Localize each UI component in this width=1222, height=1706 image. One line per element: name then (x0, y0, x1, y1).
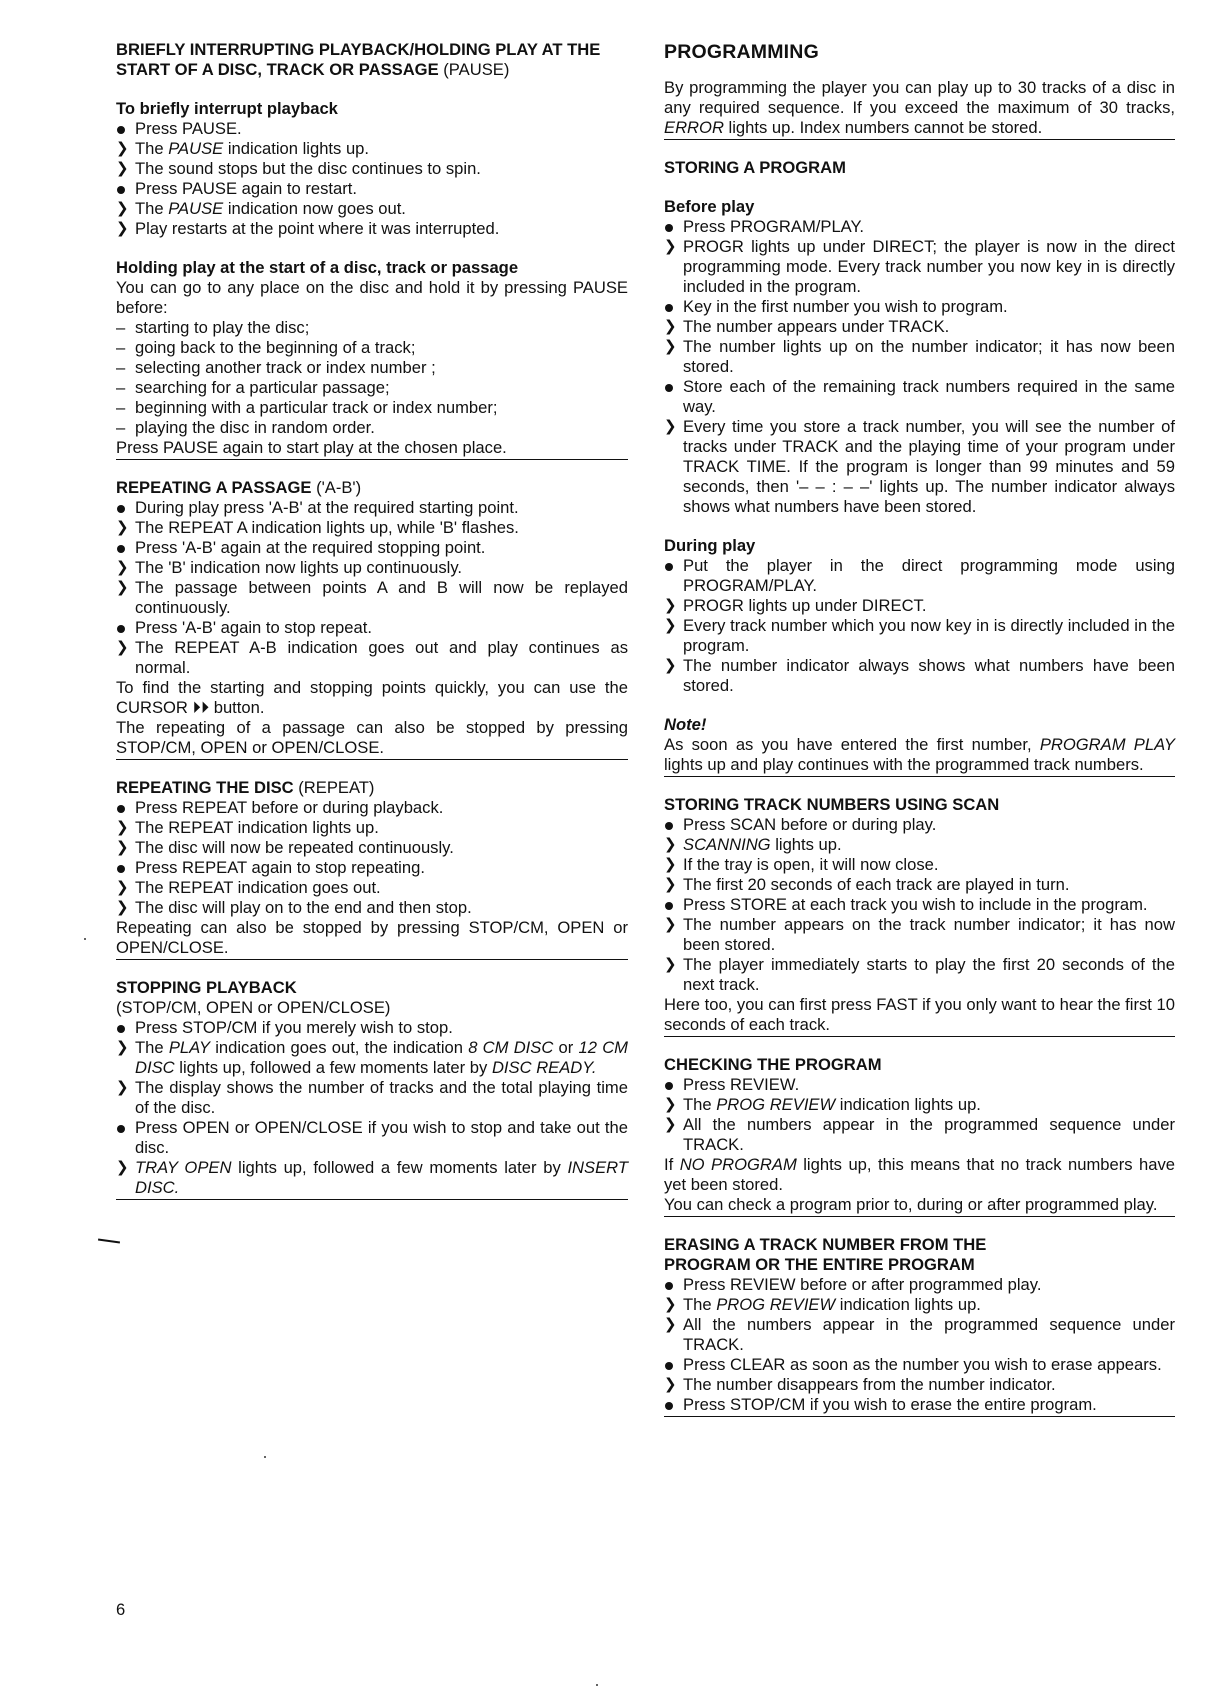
section-storing (664, 158, 1175, 777)
section-repeat-disc (116, 778, 628, 960)
section-title: BRIEFLY INTERRUPTING PLAYBACK/HOLDING PLAY AT THE START OF A DISC, TRACK OR PASSAGE (PAUSE) (116, 40, 601, 79)
bullet-icon (665, 822, 673, 830)
list-item: ❯ TRAY OPEN lights up, followed a few moments later by INSERT DISC. (116, 1158, 628, 1200)
section-pause (116, 40, 628, 460)
list-item: Press OPEN or OPEN/CLOSE if you wish to stop and take out the disc. (116, 1118, 628, 1158)
bullet-icon (117, 1025, 125, 1033)
list-item: ❯ The sound stops but the disc continues to spin. (116, 159, 481, 178)
list-item: ❯ Every time you store a track number, you will see the number of tracks under TRACK and the playing time of your program under TRACK TIME. If the program is longer than 99 minutes and 59 seconds, then '– – : – –' lights up. The number indicator always shows what numbers have been stored. (664, 417, 1175, 516)
paragraph: Press PAUSE again to start play at the chosen place. (116, 438, 628, 460)
list-item: ❯ The disc will now be repeated continuously. (116, 838, 454, 857)
list-item: Press PROGRAM/PLAY. (664, 217, 1175, 237)
scan-speck (84, 938, 86, 940)
list-item: ❯ The REPEAT indication goes out. (116, 878, 381, 897)
bullet-icon (665, 563, 673, 571)
list-item: – selecting another track or index number ; (116, 358, 436, 377)
section-title: STORING A PROGRAM (664, 158, 846, 177)
list-item: ❯ The number lights up on the number indicator; it has now been stored. (664, 337, 1175, 376)
arrow-icon: ❯ (116, 519, 129, 536)
subheading: To briefly interrupt playback (116, 99, 338, 118)
bullet-icon (665, 384, 673, 392)
list-item: ❯ The display shows the number of tracks and the total playing time of the disc. (116, 1078, 628, 1117)
section-title: CHECKING THE PROGRAM (664, 1055, 882, 1074)
arrow-icon: ❯ (664, 1096, 677, 1113)
list-item: ❯ All the numbers appear in the programmed sequence under TRACK. (664, 1115, 1175, 1154)
bullet-icon (117, 625, 125, 633)
list-item: – playing the disc in random order. (116, 418, 375, 437)
scan-speck (264, 1456, 266, 1458)
arrow-icon: ❯ (664, 617, 677, 634)
list-item: Press REVIEW before or after programmed play. (664, 1275, 1175, 1295)
list-item: Press PAUSE again to restart. (116, 179, 628, 199)
list-item: Press REPEAT before or during playback. (116, 798, 628, 818)
list-item: Press REPEAT again to stop repeating. (116, 858, 628, 878)
section-erasing (664, 1235, 1175, 1417)
list-item: – going back to the beginning of a track; (116, 338, 416, 357)
page-title: PROGRAMMING (664, 41, 819, 63)
list-item: ❯ The PROG REVIEW indication lights up. (664, 1295, 981, 1314)
bullet-icon (117, 505, 125, 513)
list-item: Press STOP/CM if you merely wish to stop. (116, 1018, 628, 1038)
list-item: Press 'A-B' again at the required stopping point. (116, 538, 628, 558)
list-item: Store each of the remaining track numbers required in the same way. (664, 377, 1175, 417)
arrow-icon: ❯ (664, 1376, 677, 1393)
paragraph: If NO PROGRAM lights up, this means that no track numbers have yet been stored. (664, 1155, 1175, 1194)
list-item: ❯ All the numbers appear in the programmed sequence under TRACK. (664, 1315, 1175, 1354)
subheading: During play (664, 536, 756, 555)
arrow-icon: ❯ (116, 1039, 129, 1056)
list-item: – beginning with a particular track or index number; (116, 398, 498, 417)
list-item: ❯ The PLAY indication goes out, the indication 8 CM DISC or 12 CM DISC lights up, followed a few moments later by DISC READY. (116, 1038, 629, 1077)
arrow-icon: ❯ (116, 639, 129, 656)
arrow-icon: ❯ (116, 559, 129, 576)
list-item: ❯ The first 20 seconds of each track are played in turn. (664, 875, 1070, 894)
arrow-icon: ❯ (116, 200, 129, 217)
list-item: ❯ The REPEAT indication lights up. (116, 818, 379, 837)
arrow-icon: ❯ (116, 1159, 129, 1176)
list-item: ❯ If the tray is open, it will now close. (664, 855, 939, 874)
list-item: ❯ The PAUSE indication lights up. (116, 139, 370, 158)
page-number: 6 (116, 1600, 126, 1619)
list-item: ❯ Play restarts at the point where it was interrupted. (116, 219, 500, 238)
arrow-icon: ❯ (664, 916, 677, 933)
bullet-icon (665, 902, 673, 910)
list-item: ❯ The 'B' indication now lights up continuously. (116, 558, 463, 577)
left-column (116, 40, 628, 1200)
arrow-icon: ❯ (116, 899, 129, 916)
section-stopping (116, 978, 628, 1200)
section-title: STORING TRACK NUMBERS USING SCAN (664, 795, 1000, 814)
list-item: ❯ PROGR lights up under DIRECT. (664, 596, 927, 615)
arrow-icon: ❯ (664, 956, 677, 973)
bullet-icon (117, 865, 125, 873)
section-title: ERASING A TRACK NUMBER FROM THE (664, 1235, 987, 1254)
paragraph: Here too, you can first press FAST if you only want to hear the first 10 seconds of each track. (664, 995, 1175, 1037)
list-item: Key in the first number you wish to program. (664, 297, 1175, 317)
arrow-icon: ❯ (664, 876, 677, 893)
arrow-icon: ❯ (664, 836, 677, 853)
list-item: ❯ The number disappears from the number indicator. (664, 1375, 1056, 1394)
section-repeat-passage (116, 478, 628, 760)
bullet-icon (117, 126, 125, 134)
list-item: Press REVIEW. (664, 1075, 1175, 1095)
arrow-icon: ❯ (116, 220, 129, 237)
bullet-icon (117, 1125, 125, 1133)
paragraph: You can check a program prior to, during or after programmed play. (664, 1195, 1175, 1217)
arrow-icon: ❯ (116, 160, 129, 177)
list-item: ❯ Every track number which you now key in is directly included in the program. (664, 616, 1175, 655)
arrow-icon: ❯ (664, 318, 677, 335)
bullet-icon (117, 545, 125, 553)
list-item: ❯ The disc will play on to the end and then stop. (116, 898, 472, 917)
list-item: During play press 'A-B' at the required starting point. (116, 498, 628, 518)
paragraph: To find the starting and stopping points quickly, you can use the CURSOR ⏵⏵ button. (116, 678, 628, 717)
list-item: ❯ SCANNING lights up. (664, 835, 842, 854)
section-title: STOPPING PLAYBACK (116, 978, 297, 997)
list-item: ❯ The number appears on the track number indicator; it has now been stored. (664, 915, 1175, 954)
arrow-icon: ❯ (664, 1316, 677, 1333)
arrow-icon: ❯ (664, 597, 677, 614)
arrow-icon: ❯ (664, 338, 677, 355)
arrow-icon: ❯ (116, 879, 129, 896)
arrow-icon: ❯ (116, 579, 129, 596)
list-item: – searching for a particular passage; (116, 378, 390, 397)
list-item: Press STORE at each track you wish to include in the program. (664, 895, 1175, 915)
bullet-icon (117, 186, 125, 194)
subheading: (STOP/CM, OPEN or OPEN/CLOSE) (116, 998, 391, 1017)
list-item: ❯ PROGR lights up under DIRECT; the player is now in the direct programming mode. Every track number you now key in is directly included in the program. (664, 237, 1175, 296)
arrow-icon: ❯ (116, 819, 129, 836)
bullet-icon (117, 805, 125, 813)
list-item: Press CLEAR as soon as the number you wish to erase appears. (664, 1355, 1175, 1375)
paragraph: You can go to any place on the disc and hold it by pressing PAUSE before: (116, 278, 628, 317)
list-item: ❯ The passage between points A and B will now be replayed continuously. (116, 578, 628, 617)
list-item: ❯ The REPEAT A indication lights up, while 'B' flashes. (116, 518, 519, 537)
list-item: ❯ The number indicator always shows what numbers have been stored. (664, 656, 1175, 695)
section-scan (664, 795, 1175, 1037)
paragraph: By programming the player you can play up to 30 tracks of a disc in any required sequence. If you exceed the maximum of 30 tracks, ERROR lights up. Index numbers cannot be stored. (664, 78, 1175, 140)
arrow-icon: ❯ (116, 140, 129, 157)
section-title: PROGRAM OR THE ENTIRE PROGRAM (664, 1255, 975, 1274)
list-item: – starting to play the disc; (116, 318, 310, 337)
list-item: Press SCAN before or during play. (664, 815, 1175, 835)
bullet-icon (665, 1282, 673, 1290)
bullet-icon (665, 304, 673, 312)
arrow-icon: ❯ (664, 856, 677, 873)
list-item: Put the player in the direct programming mode using PROGRAM/PLAY. (664, 556, 1175, 596)
arrow-icon: ❯ (116, 1079, 129, 1096)
bullet-icon (665, 224, 673, 232)
paragraph: The repeating of a passage can also be stopped by pressing STOP/CM, OPEN or OPEN/CLOSE. (116, 718, 628, 760)
arrow-icon: ❯ (664, 238, 677, 255)
scan-artifact (98, 1238, 120, 1243)
list-item: Press 'A-B' again to stop repeat. (116, 618, 628, 638)
list-item: Press PAUSE. (116, 119, 628, 139)
bullet-icon (665, 1402, 673, 1410)
list-item: ❯ The REPEAT A-B indication goes out and play continues as normal. (116, 638, 628, 677)
subheading: Before play (664, 197, 755, 216)
list-item: ❯ The number appears under TRACK. (664, 317, 950, 336)
bullet-icon (665, 1082, 673, 1090)
section-checking (664, 1055, 1175, 1217)
arrow-icon: ❯ (664, 1116, 677, 1133)
note-text: As soon as you have entered the first number, PROGRAM PLAY lights up and play continues with the programmed track numbers. (664, 735, 1175, 777)
arrow-icon: ❯ (664, 1296, 677, 1313)
scan-speck (596, 1684, 598, 1686)
list-item: Press STOP/CM if you wish to erase the entire program. (664, 1395, 1175, 1417)
right-column (664, 40, 1175, 1417)
paragraph: Repeating can also be stopped by pressing STOP/CM, OPEN or OPEN/CLOSE. (116, 918, 628, 960)
bullet-icon (665, 1362, 673, 1370)
list-item: ❯ The PAUSE indication now goes out. (116, 199, 406, 218)
note-title: Note! (664, 715, 707, 734)
subheading: Holding play at the start of a disc, track or passage (116, 258, 519, 277)
list-item: ❯ The PROG REVIEW indication lights up. (664, 1095, 981, 1114)
arrow-icon: ❯ (116, 839, 129, 856)
section-title: REPEATING THE DISC (REPEAT) (116, 778, 375, 797)
section-title: REPEATING A PASSAGE ('A-B') (116, 478, 362, 497)
arrow-icon: ❯ (664, 418, 677, 435)
list-item: ❯ The player immediately starts to play the first 20 seconds of the next track. (664, 955, 1175, 994)
arrow-icon: ❯ (664, 657, 677, 674)
